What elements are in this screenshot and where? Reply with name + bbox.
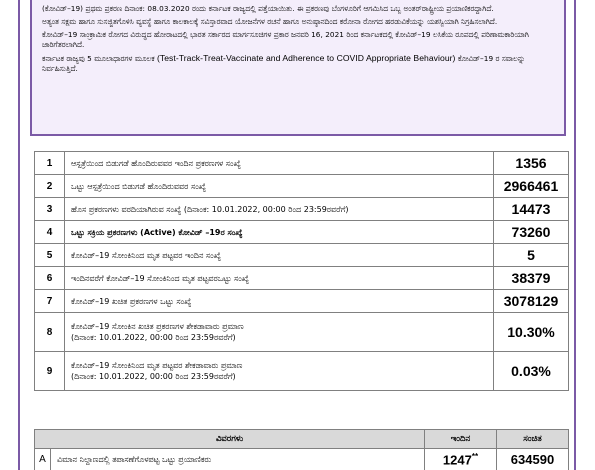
row-number: 8 [35, 313, 65, 352]
row-label: A [35, 449, 51, 470]
row-value: 14473 [494, 198, 569, 221]
intro-box [30, 0, 566, 136]
table-row [35, 198, 569, 221]
row-description-line-2: (ದಿನಾಂಕ: 10.01.2022, 00:00 ರಿಂದ 23:59ರವರೆಗೆ) [71, 372, 236, 381]
row-number: 6 [35, 267, 65, 290]
row-today-value [425, 449, 497, 470]
intro-paragraph-4-kannada: ಕರ್ನಾಟಕ ರಾಜ್ಯವು 5 ಮೂಲಾಧಾರಗಳ ಮೂಲಕ [42, 54, 155, 63]
row-description: ಆಸ್ಪತ್ರೆಯಿಂದ ಬಿಡುಗಡೆ ಹೊಂದಿರುವವರ ಇಂದಿನ ಪ್ರಕರಣಗಳ ಸಂಖ್ಯೆ [65, 152, 494, 175]
row-description: ಒಟ್ಟು ಆಸ್ಪತ್ರೆಯಿಂದ ಬಿಡುಗಡೆ ಹೊಂದಿರುವವರ ಸಂಖ್ಯೆ [65, 175, 494, 198]
row-description: ಹೊಸ ಪ್ರಕರಣಗಳು ವರದಿಯಾಗಿರುವ ಸಂಖ್ಯೆ (ದಿನಾಂಕ: 10.01.2022, 00:00 ರಿಂದ 23:59ರವರೆಗೆ) [65, 198, 494, 221]
row-description [65, 313, 494, 352]
row-number: 3 [35, 198, 65, 221]
table-row [35, 313, 569, 352]
row-description-line-2: (ದಿನಾಂಕ: 10.01.2022, 00:00 ರಿಂದ 23:59ರವರೆಗೆ) [71, 333, 236, 342]
row-number: 9 [35, 352, 65, 391]
header-today: ಇಂದಿನ [425, 430, 497, 449]
row-description-line-1: ಕೋವಿಡ್–19 ಸೋಂಕಿನಿಂದ ಮೃತ ಪಟ್ಟವರ ಶೇಕಡಾವಾರು ಪ್ರಮಾಣ [71, 361, 243, 370]
row-value: 2966461 [494, 175, 569, 198]
table-header-row [35, 430, 569, 449]
row-value: 3078129 [494, 290, 569, 313]
intro-paragraph-4-english: (Test-Track-Treat-Vaccinate and Adherence to COVID Appropriate Behaviour) [156, 53, 456, 63]
row-value: 1356 [494, 152, 569, 175]
table-row [35, 449, 569, 470]
intro-paragraph-2: ಅತ್ಯಂತ ಸಕ್ಷಮ ಹಾಗೂ ಸುಸಜ್ಜಿತಗೊಳಿಸಿ ವ್ಯವಸ್ಥೆ ಹಾಗೂ ಕಾಲಕಾಲಕ್ಕೆ ಸವಿಸ್ತಾರವಾದ ಯೋಜನೆಗಳ ರಚನೆ ಹಾಗೂ ಅನುಷ್ಠಾನದಿಂದ ಕರೋನಾ ರೋಗದ ಹರಡುವಿಕೆಯನ್ನು ಯಶಸ್ವಿಯಾಗಿ ನಿಗ್ರಹಿಸಲಾಗಿದೆ. [42, 17, 498, 26]
row-description: ವಿಮಾನ ನಿಲ್ದಾಣದಲ್ಲಿ ತಪಾಸಣೆಗೊಳಪಟ್ಟ ಒಟ್ಟು ಪ್ರಯಾಣಿಕರು [51, 449, 425, 470]
row-number: 4 [35, 221, 65, 244]
row-number: 5 [35, 244, 65, 267]
row-value: 10.30% [494, 313, 569, 352]
row-value: 73260 [494, 221, 569, 244]
row-description-bold: ಒಟ್ಟು ಸಕ್ರಿಯ ಪ್ರಕರಣಗಳು (Active) ಕೋವಿಡ್ –19ರ ಸಂಖ್ಯೆ [71, 227, 243, 237]
table-row [35, 267, 569, 290]
row-description: ಕೋವಿಡ್–19 ಖಚಿತ ಪ್ರಕರಣಗಳ ಒಟ್ಟು ಸಂಖ್ಯೆ [65, 290, 494, 313]
table-row [35, 352, 569, 391]
row-number: 7 [35, 290, 65, 313]
row-description-line-1: ಕೋವಿಡ್–19 ಸೋಂಕಿನ ಖಚಿತ ಪ್ರಕರಣಗಳ ಶೇಕಡಾವಾರು ಪ್ರಮಾಣ [71, 322, 244, 331]
intro-paragraph-1: (ಕೋವಿಡ್–19) ಪ್ರಥಮ ಪ್ರಕರಣ ದಿನಾಂಕ: 08.03.2020 ರಂದು ಕರ್ನಾಟಕ ರಾಜ್ಯದಲ್ಲಿ ಪತ್ತೆಯಾಯಿತು. ಈ ಪ್ರಕರಣವು ಬೆಂಗಳೂರಿಗೆ ಆಗಮಿಸಿದ ಒಬ್ಬ ಅಂತರ್‌ರಾಷ್ಟ್ರೀಯ ಪ್ರಯಾಣಿಕರದ್ದಾಗಿದೆ. [42, 4, 494, 13]
row-description [65, 221, 494, 244]
row-number: 1 [35, 152, 65, 175]
header-cumulative: ಸಂಚಿತ [497, 430, 569, 449]
table-row [35, 152, 569, 175]
intro-paragraph-4-tail: ಕೋವಿಡ್–19 ರ ಸವಾಲನ್ನು ನಿರ್ವಹಿಸುತ್ತಿದೆ. [42, 54, 526, 73]
covid-stats-table [34, 151, 569, 391]
row-cumulative-value: 634590 [497, 449, 569, 470]
row-number: 2 [35, 175, 65, 198]
table-row [35, 244, 569, 267]
table-row [35, 221, 569, 244]
intro-paragraph-3: ಕೋವಿಡ್–19 ಸಾಂಕ್ರಾಮಿಕ ರೋಗದ ವಿರುದ್ಧದ ಹೋರಾಟದಲ್ಲಿ ಭಾರತ ಸರ್ಕಾರದ ಮಾರ್ಗಸೂಚಿಗಳ ಪ್ರಕಾರ ಜನವರಿ 16, 2021 ರಿಂದ ಕರ್ನಾಟಕದಲ್ಲಿ ಕೋವಿಡ್–19 ಲಸಿಕೆಯ ರೂಪದಲ್ಲಿ ಪರಿಣಾಮಕಾರಿಯಾಗಿ ಜಾರಿಗೆತರಲಾಗಿದೆ. [42, 30, 529, 49]
row-description: ಇಂದಿನವರೆಗೆ ಕೋವಿಡ್–19 ಸೋಂಕಿನಿಂದ ಮೃತ ಪಟ್ಟವರಒಟ್ಟು ಸಂಖ್ಯೆ [65, 267, 494, 290]
table-row [35, 290, 569, 313]
footnote-mark: ** [471, 451, 479, 461]
header-details: ವಿವರಗಳು [35, 430, 425, 449]
row-value: 38379 [494, 267, 569, 290]
row-value: 5 [494, 244, 569, 267]
intro-paragraph-4 [42, 53, 556, 74]
table-row [35, 175, 569, 198]
row-value: 0.03% [494, 352, 569, 391]
travel-screening-table [34, 429, 569, 470]
today-number: 1247 [442, 452, 472, 468]
row-description: ಕೋವಿಡ್–19 ಸೋಂಕಿನಿಂದ ಮೃತ ಪಟ್ಟವರ ಇಂದಿನ ಸಂಖ್ಯೆ [65, 244, 494, 267]
row-description [65, 352, 494, 391]
